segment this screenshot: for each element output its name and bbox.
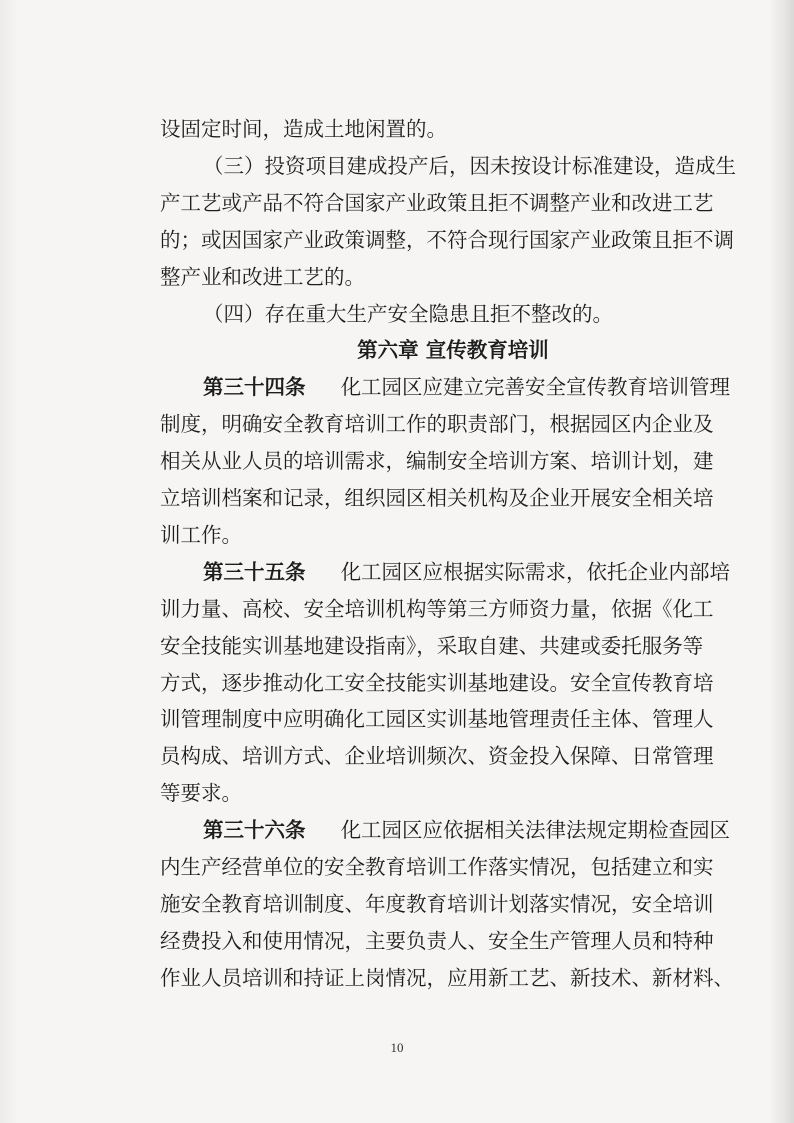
paragraph-line: 整产业和改进工艺的。: [160, 264, 365, 289]
article-text: 化工园区应建立完善安全宣传教育培训管理: [340, 375, 731, 400]
paragraph-line: （四）存在重大生产安全隐患且拒不整改的。: [203, 301, 613, 326]
scan-shadow-left: [0, 0, 18, 1123]
paragraph-line: 训管理制度中应明确化工园区实训基地管理责任主体、管理人: [160, 707, 714, 732]
article-label: 第三十六条: [203, 818, 306, 843]
paragraph-line: （三）投资项目建成投产后，因未按设计标准建设，造成生: [203, 153, 736, 178]
paragraph-line: 经费投入和使用情况，主要负责人、安全生产管理人员和特种: [160, 928, 714, 953]
paragraph-line: 训工作。: [160, 522, 242, 547]
paragraph-line: 立培训档案和记录，组织园区相关机构及企业开展安全相关培: [160, 486, 714, 510]
paragraph-line: 作业人员培训和持证上岗情况，应用新工艺、新技术、新材料、: [160, 965, 734, 990]
paragraph-line: 训力量、高校、安全培训机构等第三方师资力量，依据《化工: [160, 596, 714, 621]
paragraph-line: 内生产经营单位的安全教育培训工作落实情况，包括建立和实: [160, 855, 714, 879]
article-first-line: [203, 368, 730, 406]
paragraph-line: 产工艺或产品不符合国家产业政策且拒不调整产业和改进工艺: [160, 190, 714, 215]
paragraph-line: 相关从业人员的培训需求，编制安全培训方案、培训计划，建: [160, 449, 714, 474]
paragraph-line: 制度，明确安全教育培训工作的职责部门，根据园区内企业及: [160, 412, 714, 437]
chapter-heading: 第六章 宣传教育培训: [357, 338, 549, 363]
paragraph-line: 方式，逐步推动化工安全技能实训基地建设。安全宣传教育培: [160, 670, 714, 695]
article-first-line: [203, 553, 730, 591]
paragraph-line: 设固定时间，造成土地闲置的。: [160, 117, 447, 141]
paragraph-line: 等要求。: [160, 781, 242, 806]
article-label: 第三十四条: [203, 375, 306, 400]
article-first-line: [203, 811, 730, 849]
article-text: 化工园区应依据相关法律法规定期检查园区: [340, 818, 731, 843]
paragraph-line: 安全技能实训基地建设指南》，采取自建、共建或委托服务等: [160, 633, 704, 658]
article-text: 化工园区应根据实际需求，依托企业内部培: [340, 559, 731, 584]
paragraph-line: 员构成、培训方式、企业培训频次、资金投入保障、日常管理: [160, 744, 714, 769]
article-label: 第三十五条: [203, 559, 306, 584]
page-number: 10: [390, 1040, 404, 1055]
paragraph-line: 的；或因国家产业政策调整，不符合现行国家产业政策且拒不调: [160, 227, 734, 252]
paragraph-line: 施安全教育培训制度、年度教育培训计划落实情况，安全培训: [160, 891, 714, 916]
scan-shadow-right: [768, 0, 794, 1123]
